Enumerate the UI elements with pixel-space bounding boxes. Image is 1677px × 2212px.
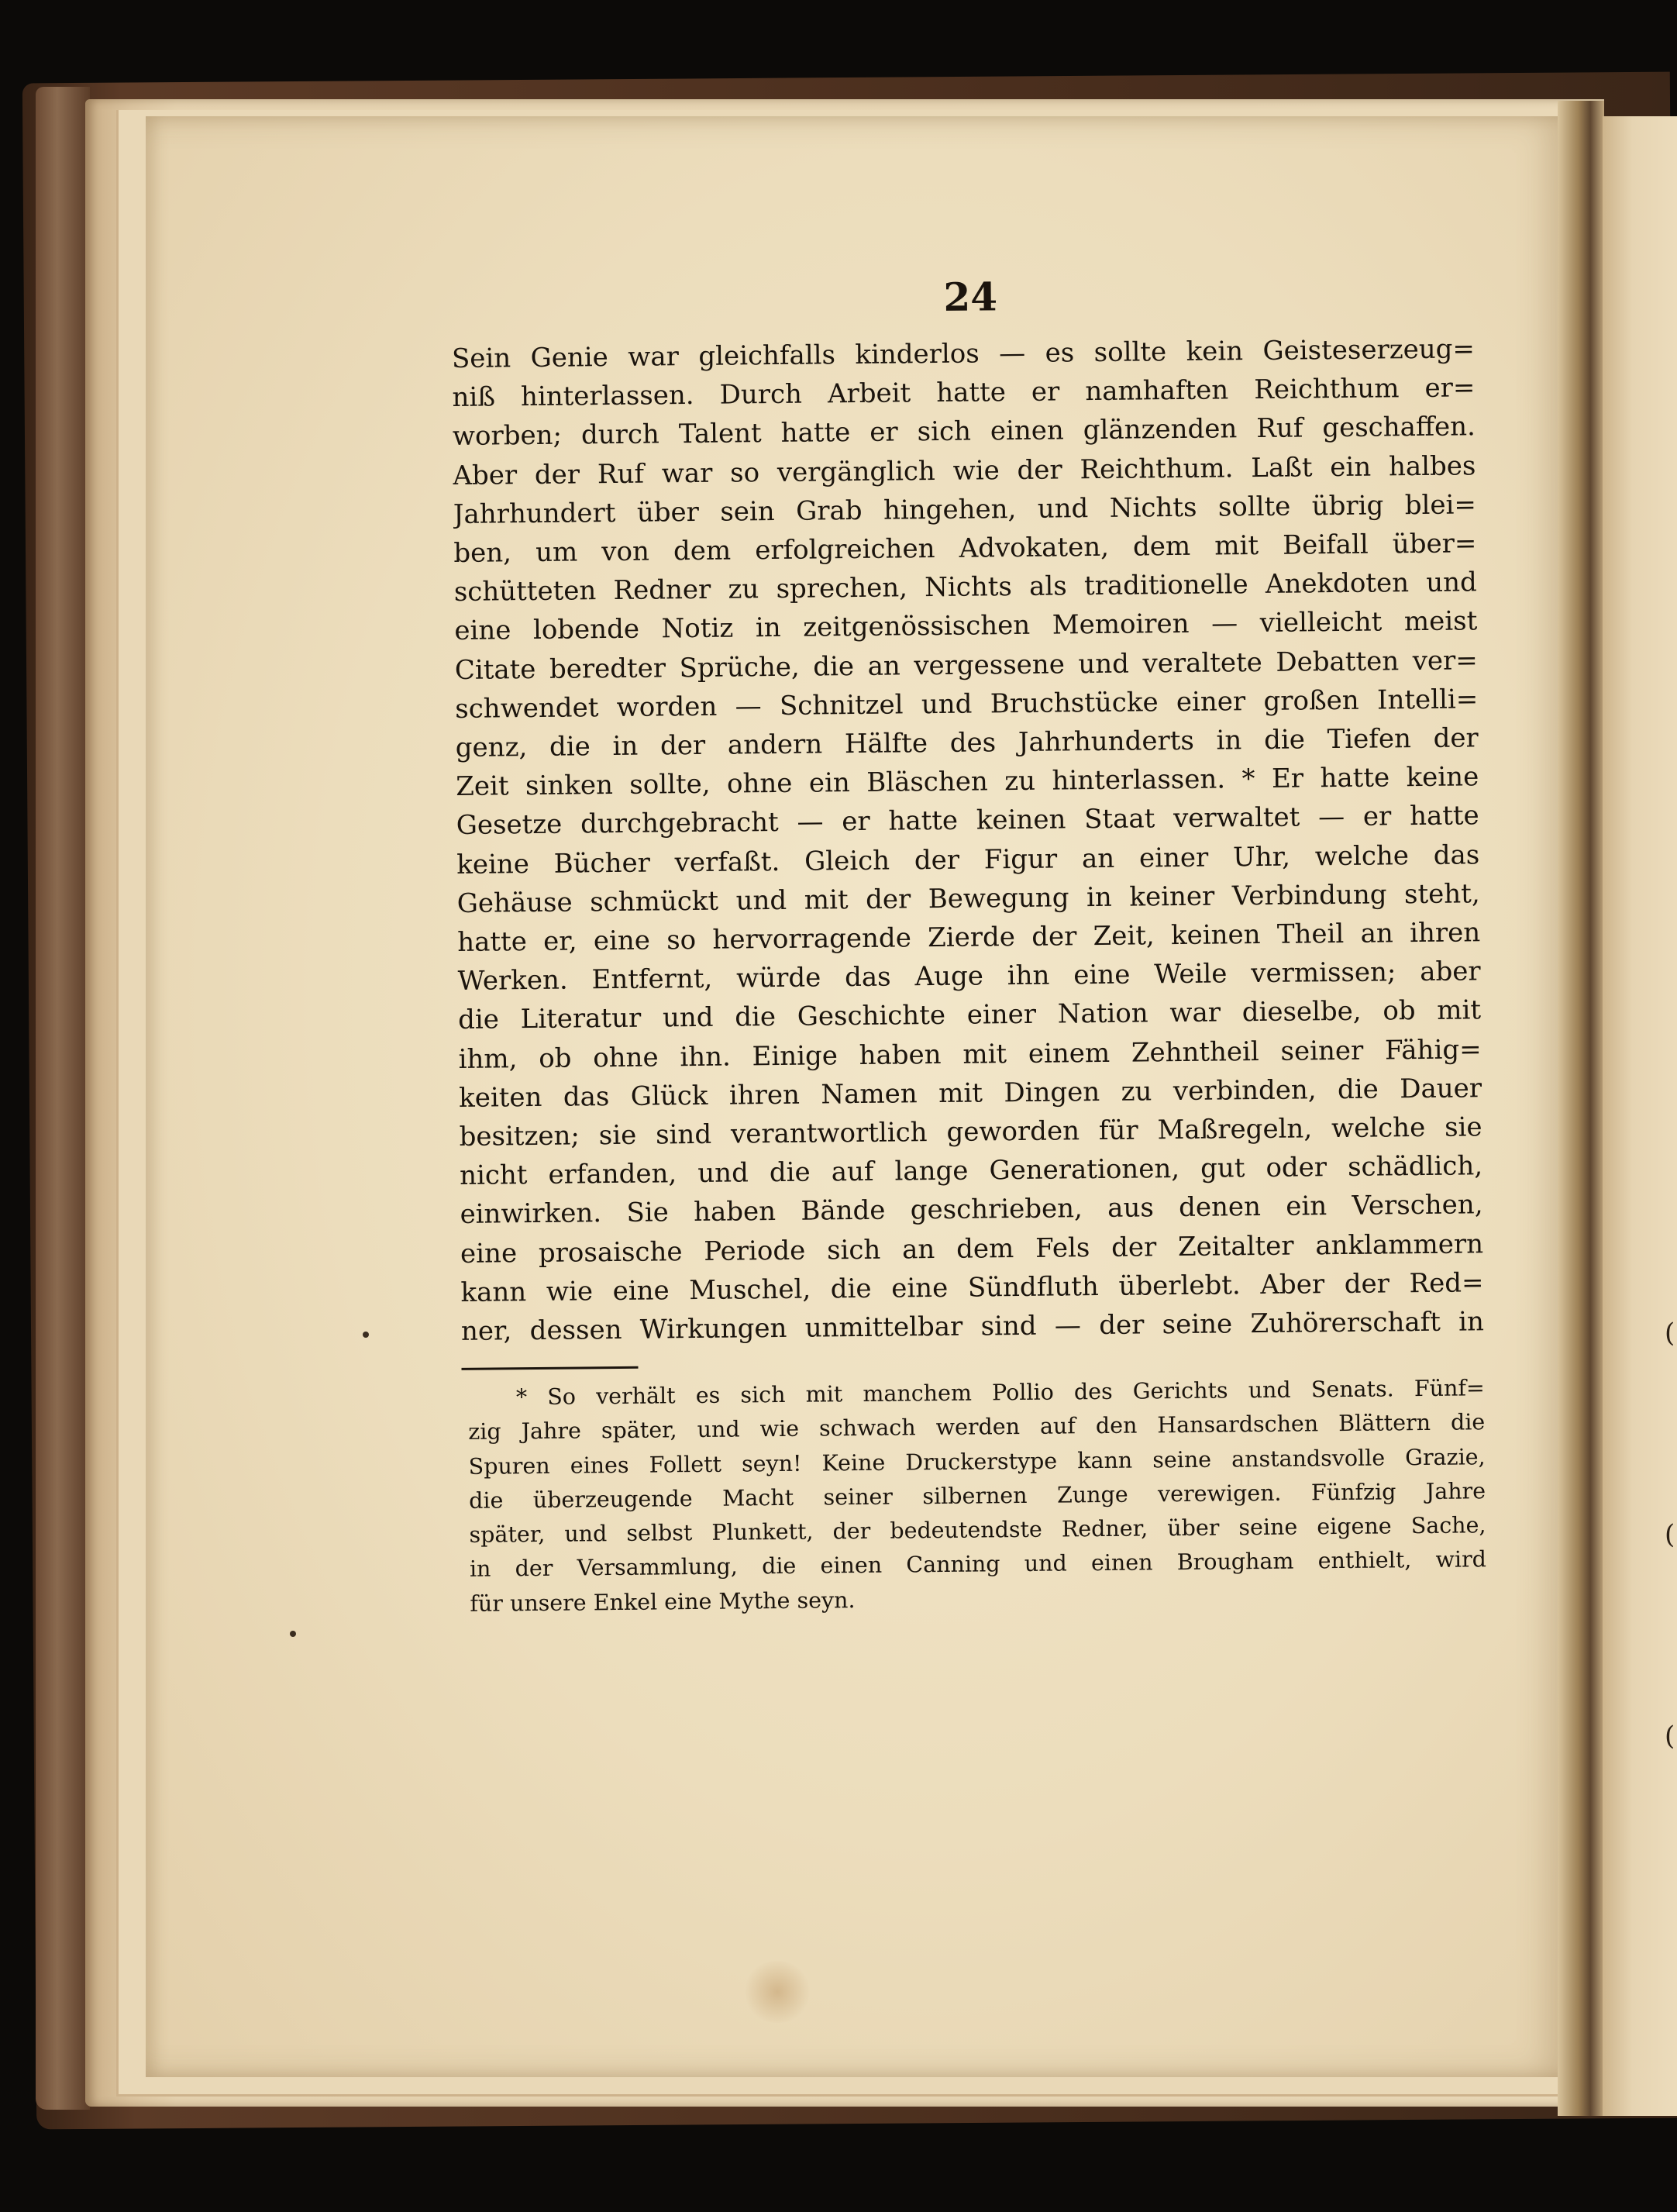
footnote-line: für unsere Enkel eine Mythe seyn. bbox=[470, 1587, 856, 1617]
footnote-rule bbox=[461, 1366, 638, 1370]
body-line: besitzen; sie sind verantwortlich geworden für Maßregeln, welche sie bbox=[459, 1111, 1482, 1153]
footnote-line: in der Versammlung, die einen Canning und einen Brougham enthielt, wird bbox=[469, 1546, 1487, 1583]
body-line: Citate beredter Sprüche, die an vergessene und veraltete Debatten ver= bbox=[454, 644, 1478, 686]
facing-page-glyph: ( bbox=[1665, 1318, 1675, 1349]
footnote-line: Spuren eines Follett seyn! Keine Druckerstype kann seine anstandsvolle Grazie, bbox=[468, 1443, 1486, 1480]
ink-speck bbox=[363, 1332, 369, 1338]
body-line: Werken. Entfernt, würde das Auge ihn eine Weile vermissen; aber bbox=[457, 956, 1481, 997]
body-line: schütteten Redner zu sprechen, Nichts als traditionelle Anekdoten und bbox=[453, 567, 1478, 608]
footnote-line: später, und selbst Plunkett, der bedeutendste Redner, über seine eigene Sache, bbox=[469, 1512, 1486, 1548]
footnote bbox=[462, 1372, 1487, 1621]
page-number: 24 bbox=[943, 274, 998, 320]
footnote-line: * So verhält es sich mit manchem Pollio des Gerichts und Senats. Fünf= bbox=[515, 1375, 1485, 1411]
text-block bbox=[451, 269, 1487, 1621]
book-gutter bbox=[1558, 101, 1604, 2116]
body-text bbox=[452, 329, 1484, 1351]
body-line: genz, die in der andern Hälfte des Jahrhunderts in die Tiefen der bbox=[455, 722, 1479, 764]
body-line: nicht erfanden, und die auf lange Generationen, gut oder schädlich, bbox=[459, 1150, 1483, 1192]
body-line: die Literatur und die Geschichte einer Nation war dieselbe, ob mit bbox=[457, 994, 1482, 1036]
body-line: eine prosaische Periode sich an dem Fels der Zeitalter anklammern bbox=[460, 1228, 1484, 1270]
body-line: Sein Genie war gleichfalls kinderlos — es sollte kein Geisteserzeug= bbox=[451, 333, 1476, 374]
body-line: ihm, ob ohne ihn. Einige haben mit einem Zehntheil seiner Fähig= bbox=[458, 1033, 1482, 1075]
body-line: hatte er, eine so hervorragende Zierde der Zeit, keinen Theil an ihren bbox=[457, 917, 1481, 959]
body-line: Gehäuse schmückt und mit der Bewegung in keiner Verbindung steht, bbox=[456, 878, 1480, 919]
body-line: ner, dessen Wirkungen unmittelbar sind — der seine Zuhörerschaft in bbox=[460, 1306, 1485, 1348]
cover-edge bbox=[36, 87, 90, 2110]
body-line: ben, um von dem erfolgreichen Advokaten, dem mit Beifall über= bbox=[453, 528, 1477, 569]
body-line: Gesetze durchgebracht — er hatte keinen Staat verwaltet — er hatte bbox=[456, 800, 1479, 842]
footnote-line: die überzeugende Macht seiner silbernen Zunge verewigen. Fünfzig Jahre bbox=[468, 1478, 1486, 1514]
body-line: Jahrhundert über sein Grab hingehen, und Nichts sollte übrig blei= bbox=[453, 489, 1477, 530]
body-line: keiten das Glück ihren Namen mit Dingen zu verbinden, die Dauer bbox=[458, 1073, 1482, 1114]
paper-stain bbox=[742, 1961, 812, 2023]
body-line: worben; durch Talent hatte er sich einen glänzenden Ruf geschaffen. bbox=[452, 411, 1476, 453]
body-line: eine lobende Notiz in zeitgenössischen Memoiren — vielleicht meist bbox=[454, 605, 1478, 647]
facing-page-glyph: ( bbox=[1665, 1519, 1675, 1550]
body-line: einwirken. Sie haben Bände geschrieben, aus denen ein Verschen, bbox=[460, 1189, 1483, 1231]
body-line: Aber der Ruf war so vergänglich wie der Reichthum. Laßt ein halbes bbox=[453, 450, 1476, 491]
body-line: Zeit sinken sollte, ohne ein Bläschen zu hinterlassen. * Er hatte keine bbox=[456, 761, 1479, 803]
body-line: niß hinterlassen. Durch Arbeit hatte er namhaften Reichthum er= bbox=[452, 372, 1476, 414]
body-line: keine Bücher verfaßt. Gleich der Figur an einer Uhr, welche das bbox=[456, 839, 1480, 880]
body-line: schwendet worden — Schnitzel und Bruchstücke einer großen Intelli= bbox=[455, 684, 1479, 725]
facing-page-edge bbox=[1603, 116, 1677, 2116]
facing-page-glyph: ( bbox=[1665, 1721, 1675, 1752]
body-line: kann wie eine Muschel, die eine Sündfluth überlebt. Aber der Red= bbox=[460, 1267, 1484, 1308]
footnote-line: zig Jahre später, und wie schwach werden auf den Hansardschen Blättern die bbox=[468, 1409, 1486, 1445]
ink-speck bbox=[290, 1631, 296, 1637]
